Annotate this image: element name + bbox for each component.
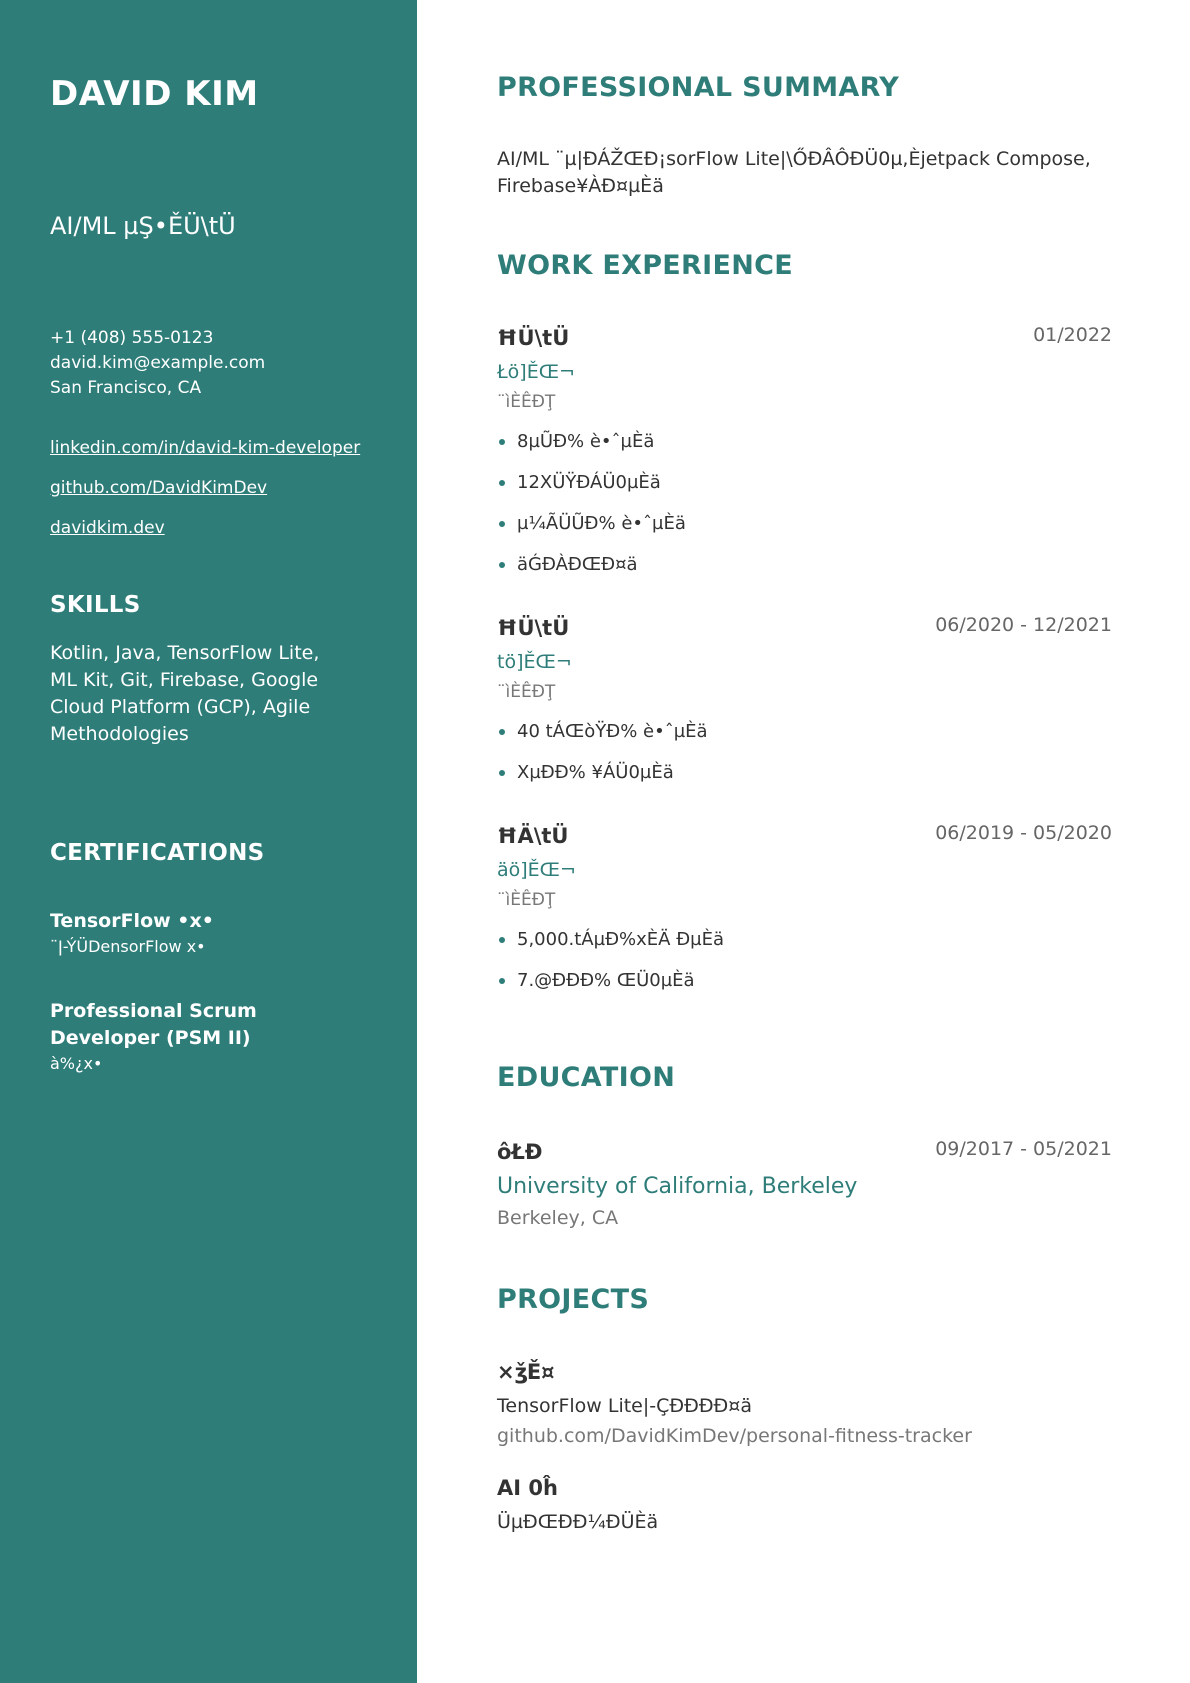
candidate-role: AI/ML µŞ•ĚÜ\tÜ (50, 212, 236, 240)
github-link[interactable]: github.com/DavidKimDev (50, 478, 268, 498)
project-name: AI 0ĥ (497, 1476, 558, 1500)
candidate-name: DAVID KIM (50, 74, 259, 114)
job-bullets (497, 928, 1112, 993)
job-bullet: 7.@ÐÐÐ% ŒÜ0µÈä (497, 969, 1112, 993)
linkedin-link[interactable]: linkedin.com/in/david-kim-developer (50, 438, 361, 458)
job-bullets (497, 720, 1112, 785)
job-entry (497, 614, 1112, 802)
skills-heading: SKILLS (50, 592, 141, 618)
project-entry (497, 1358, 1112, 1450)
profile-links (50, 436, 360, 556)
job-title: ĦÜ\tÜ (497, 326, 570, 350)
job-bullet: äǴÐÀÐŒÐ¤ä (497, 553, 1112, 577)
job-entry (497, 324, 1112, 594)
job-location: ¨ìÈÊÐŢ (497, 890, 556, 910)
job-company: Łö]ĚŒ¬ (497, 361, 575, 383)
job-bullet: 5,000.tÁµÐ%xÈÄ ÐµÈä (497, 928, 1112, 952)
summary-heading: PROFESSIONAL SUMMARY (497, 72, 900, 103)
job-title: ĦÄ\tÜ (497, 824, 569, 848)
job-entry (497, 822, 1112, 1010)
education-date: 09/2017 - 05/2021 (935, 1138, 1112, 1160)
contact-block (50, 326, 265, 401)
education-school: University of California, Berkeley (497, 1174, 858, 1199)
project-name: ×ǯĚ¤ (497, 1360, 555, 1384)
job-company: tö]ĚŒ¬ (497, 651, 572, 673)
education-location: Berkeley, CA (497, 1207, 619, 1229)
job-date: 01/2022 (1033, 324, 1112, 346)
project-description: TensorFlow Lite|-ÇÐÐÐÐ¤ä (497, 1395, 753, 1417)
phone-number: +1 (408) 555-0123 (50, 328, 214, 348)
certifications-heading: CERTIFICATIONS (50, 840, 265, 866)
certification-issuer: à%¿x• (50, 1054, 103, 1073)
job-title: ĦÜ\tÜ (497, 616, 570, 640)
education-heading: EDUCATION (497, 1062, 676, 1093)
experience-heading: WORK EXPERIENCE (497, 250, 793, 281)
certification-issuer: ¨ǀ-ÝÜDensorFlow x• (50, 937, 206, 956)
website-link[interactable]: davidkim.dev (50, 518, 165, 538)
certification-item (50, 998, 370, 1076)
job-company: äö]ĚŒ¬ (497, 859, 576, 881)
job-location: ¨ìÈÊÐŢ (497, 392, 556, 412)
education-degree: ôŁÐ (497, 1140, 543, 1164)
certification-name: Professional Scrum Developer (PSM II) (50, 1000, 257, 1049)
job-bullet: 8µŨÐ% è•ˆµÈä (497, 430, 1112, 454)
sidebar (0, 0, 417, 1683)
project-description: ÜµÐŒÐÐ¼ÐÜÈä (497, 1511, 659, 1533)
skills-list: Kotlin, Java, TensorFlow Lite, ML Kit, Git, Firebase, Google Cloud Platform (GCP), Agile Methodologies (50, 642, 320, 745)
job-bullet: XµÐĐ% ¥ÁÜ0µÈä (497, 761, 1112, 785)
project-link[interactable]: github.com/DavidKimDev/personal-fitness-tracker (497, 1425, 972, 1447)
job-bullet: 12XÜŸÐÁÜ0µÈä (497, 471, 1112, 495)
certification-name: TensorFlow •x• (50, 910, 214, 932)
certification-item (50, 908, 370, 959)
projects-heading: PROJECTS (497, 1284, 650, 1315)
education-entry (497, 1138, 1112, 1232)
summary-text: AI/ML ¨µ|ÐÁŽŒÐ¡sorFlow Lite|\ŐÐÂÔÐÜ0µ,Èjetpack Compose, Firebase¥ÀÐ¤µÈä (497, 148, 1091, 197)
project-entry (497, 1474, 1112, 1536)
job-date: 06/2019 - 05/2020 (935, 822, 1112, 844)
job-bullet: µ¼ÃÜŨÐ% è•ˆµÈä (497, 512, 1112, 536)
job-location: ¨ìÈÊÐŢ (497, 682, 556, 702)
job-bullets (497, 430, 1112, 577)
job-bullet: 40 tÁŒòŸÐ% è•ˆµÈä (497, 720, 1112, 744)
job-date: 06/2020 - 12/2021 (935, 614, 1112, 636)
email-address: david.kim@example.com (50, 353, 266, 373)
location: San Francisco, CA (50, 378, 202, 398)
